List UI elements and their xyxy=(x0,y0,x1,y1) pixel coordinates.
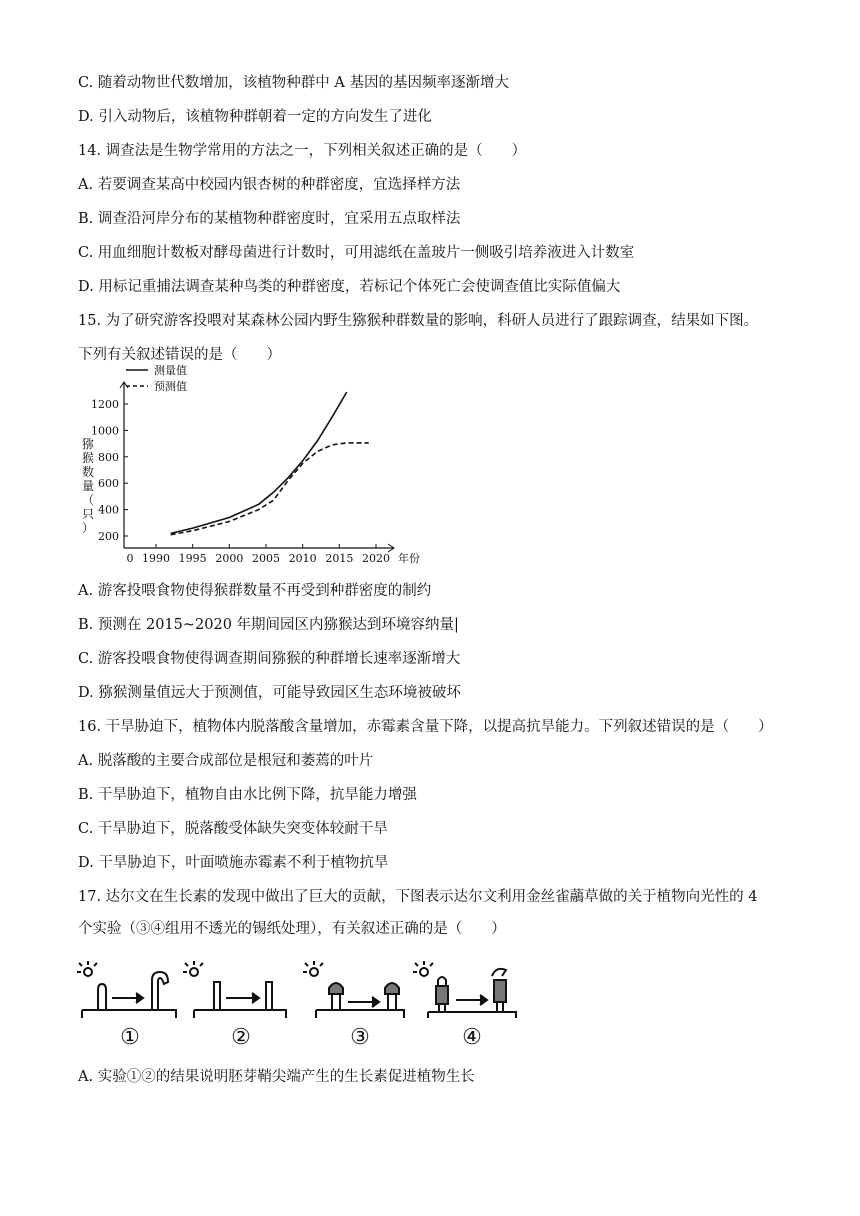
y-tick-label: 200 xyxy=(98,530,119,543)
q17-stem: 17. 达尔文在生长素的发现中做出了巨大的贡献，下图表示达尔文利用金丝雀虉草做的关于植物向光性的 4 xyxy=(78,889,758,905)
q16-option-d: D. 干旱胁迫下，叶面喷施赤霉素不利于植物抗旱 xyxy=(78,855,389,871)
q14-option-d: D. 用标记重捕法调查某种鸟类的种群密度，若标记个体死亡会使调查值比实际值偏大 xyxy=(78,279,621,295)
x-tick-label: 0 xyxy=(126,552,134,565)
q17-option-a: A. 实验①②的结果说明胚芽鞘尖端产生的生长素促进植物生长 xyxy=(78,1069,475,1085)
series-line-predicted xyxy=(171,443,369,535)
experiment-1-illustration xyxy=(77,961,176,1018)
experiment-3-illustration xyxy=(303,961,404,1018)
x-tick-label: 2020 xyxy=(362,552,390,565)
x-tick-label: 2010 xyxy=(288,552,317,565)
q15-stem-cont: 下列有关叙述错误的是（ ） xyxy=(78,347,281,363)
q15-option-d: D. 猕猴测量值远大于预测值，可能导致园区生态环境被破坏 xyxy=(78,685,461,701)
q16-option-c: C. 干旱胁迫下，脱落酸受体缺失突变体较耐干旱 xyxy=(78,821,388,837)
q16-option-a: A. 脱落酸的主要合成部位是根冠和萎蔫的叶片 xyxy=(78,753,374,769)
x-tick-label: 1990 xyxy=(142,552,170,565)
figure-label-1: ① xyxy=(120,1025,140,1050)
y-axis-label-char: 量 xyxy=(81,479,95,493)
experiment-2-illustration xyxy=(183,961,286,1018)
legend-label: 预测值 xyxy=(154,380,187,393)
q14-stem: 14. 调查法是生物学常用的方法之一，下列相关叙述正确的是（ ） xyxy=(78,143,527,159)
x-tick-label: 2000 xyxy=(215,552,244,565)
y-tick-label: 800 xyxy=(98,450,119,464)
y-tick-label: 1000 xyxy=(91,424,119,438)
y-axis-label-char: 猕 xyxy=(81,437,95,451)
q15-option-c: C. 游客投喂食物使得调查期间猕猴的种群增长速率逐渐增大 xyxy=(78,651,461,667)
q14-option-a: A. 若要调查某高中校园内银杏树的种群密度，宜选择样方法 xyxy=(78,177,461,193)
legend-label: 测量值 xyxy=(154,364,187,377)
x-axis-label: 年份 xyxy=(398,552,420,565)
x-tick-label: 2015 xyxy=(325,552,354,565)
q17-stem-cont: 个实验（③④组用不透光的锡纸处理），有关叙述正确的是（ ） xyxy=(78,921,506,937)
q16-stem: 16. 干旱胁迫下，植物体内脱落酸含量增加，赤霉素含量下降，以提高抗旱能力。下列叙述错误的是（ ） xyxy=(78,719,773,735)
y-tick-label: 600 xyxy=(98,477,119,491)
series-line-measured xyxy=(171,392,347,533)
y-axis-label-char: 猴 xyxy=(81,451,95,465)
x-tick-label: 1995 xyxy=(178,552,207,565)
y-axis-label-char: （ xyxy=(81,493,95,507)
y-axis-label-char: 数 xyxy=(81,465,95,479)
y-tick-label: 1200 xyxy=(91,398,119,411)
figure-label-2: ② xyxy=(231,1025,251,1050)
experiment-4-illustration xyxy=(413,961,516,1018)
darwin-experiments-figure xyxy=(76,960,526,1050)
y-axis-label-char: 只 xyxy=(81,507,95,521)
q15-option-a: A. 游客投喂食物使得猴群数量不再受到种群密度的制约 xyxy=(78,583,432,599)
y-axis-label-char: ） xyxy=(81,521,95,535)
q15-option-b: B. 预测在 2015~2020 年期间园区内猕猴达到环境容纳量| xyxy=(78,617,459,633)
q13-option-d: D. 引入动物后，该植物种群朝着一定的方向发生了进化 xyxy=(78,109,432,125)
figure-label-4: ④ xyxy=(462,1025,482,1050)
q15-stem: 15. 为了研究游客投喂对某森林公园内野生猕猴种群数量的影响，科研人员进行了跟踪调查，结果如下图。 xyxy=(78,313,759,329)
y-tick-label: 400 xyxy=(98,503,119,517)
monkey-population-chart xyxy=(76,362,420,572)
x-tick-label: 2005 xyxy=(252,552,280,565)
q14-option-b: B. 调查沿河岸分布的某植物种群密度时，宜采用五点取样法 xyxy=(78,211,461,227)
figure-label-3: ③ xyxy=(350,1025,370,1050)
q16-option-b: B. 干旱胁迫下，植物自由水比例下降，抗旱能力增强 xyxy=(78,787,417,803)
q13-option-c: C. 随着动物世代数增加，该植物种群中 A 基因的基因频率逐渐增大 xyxy=(78,75,509,91)
q14-option-c: C. 用血细胞计数板对酵母菌进行计数时，可用滤纸在盖玻片一侧吸引培养液进入计数室 xyxy=(78,245,635,261)
